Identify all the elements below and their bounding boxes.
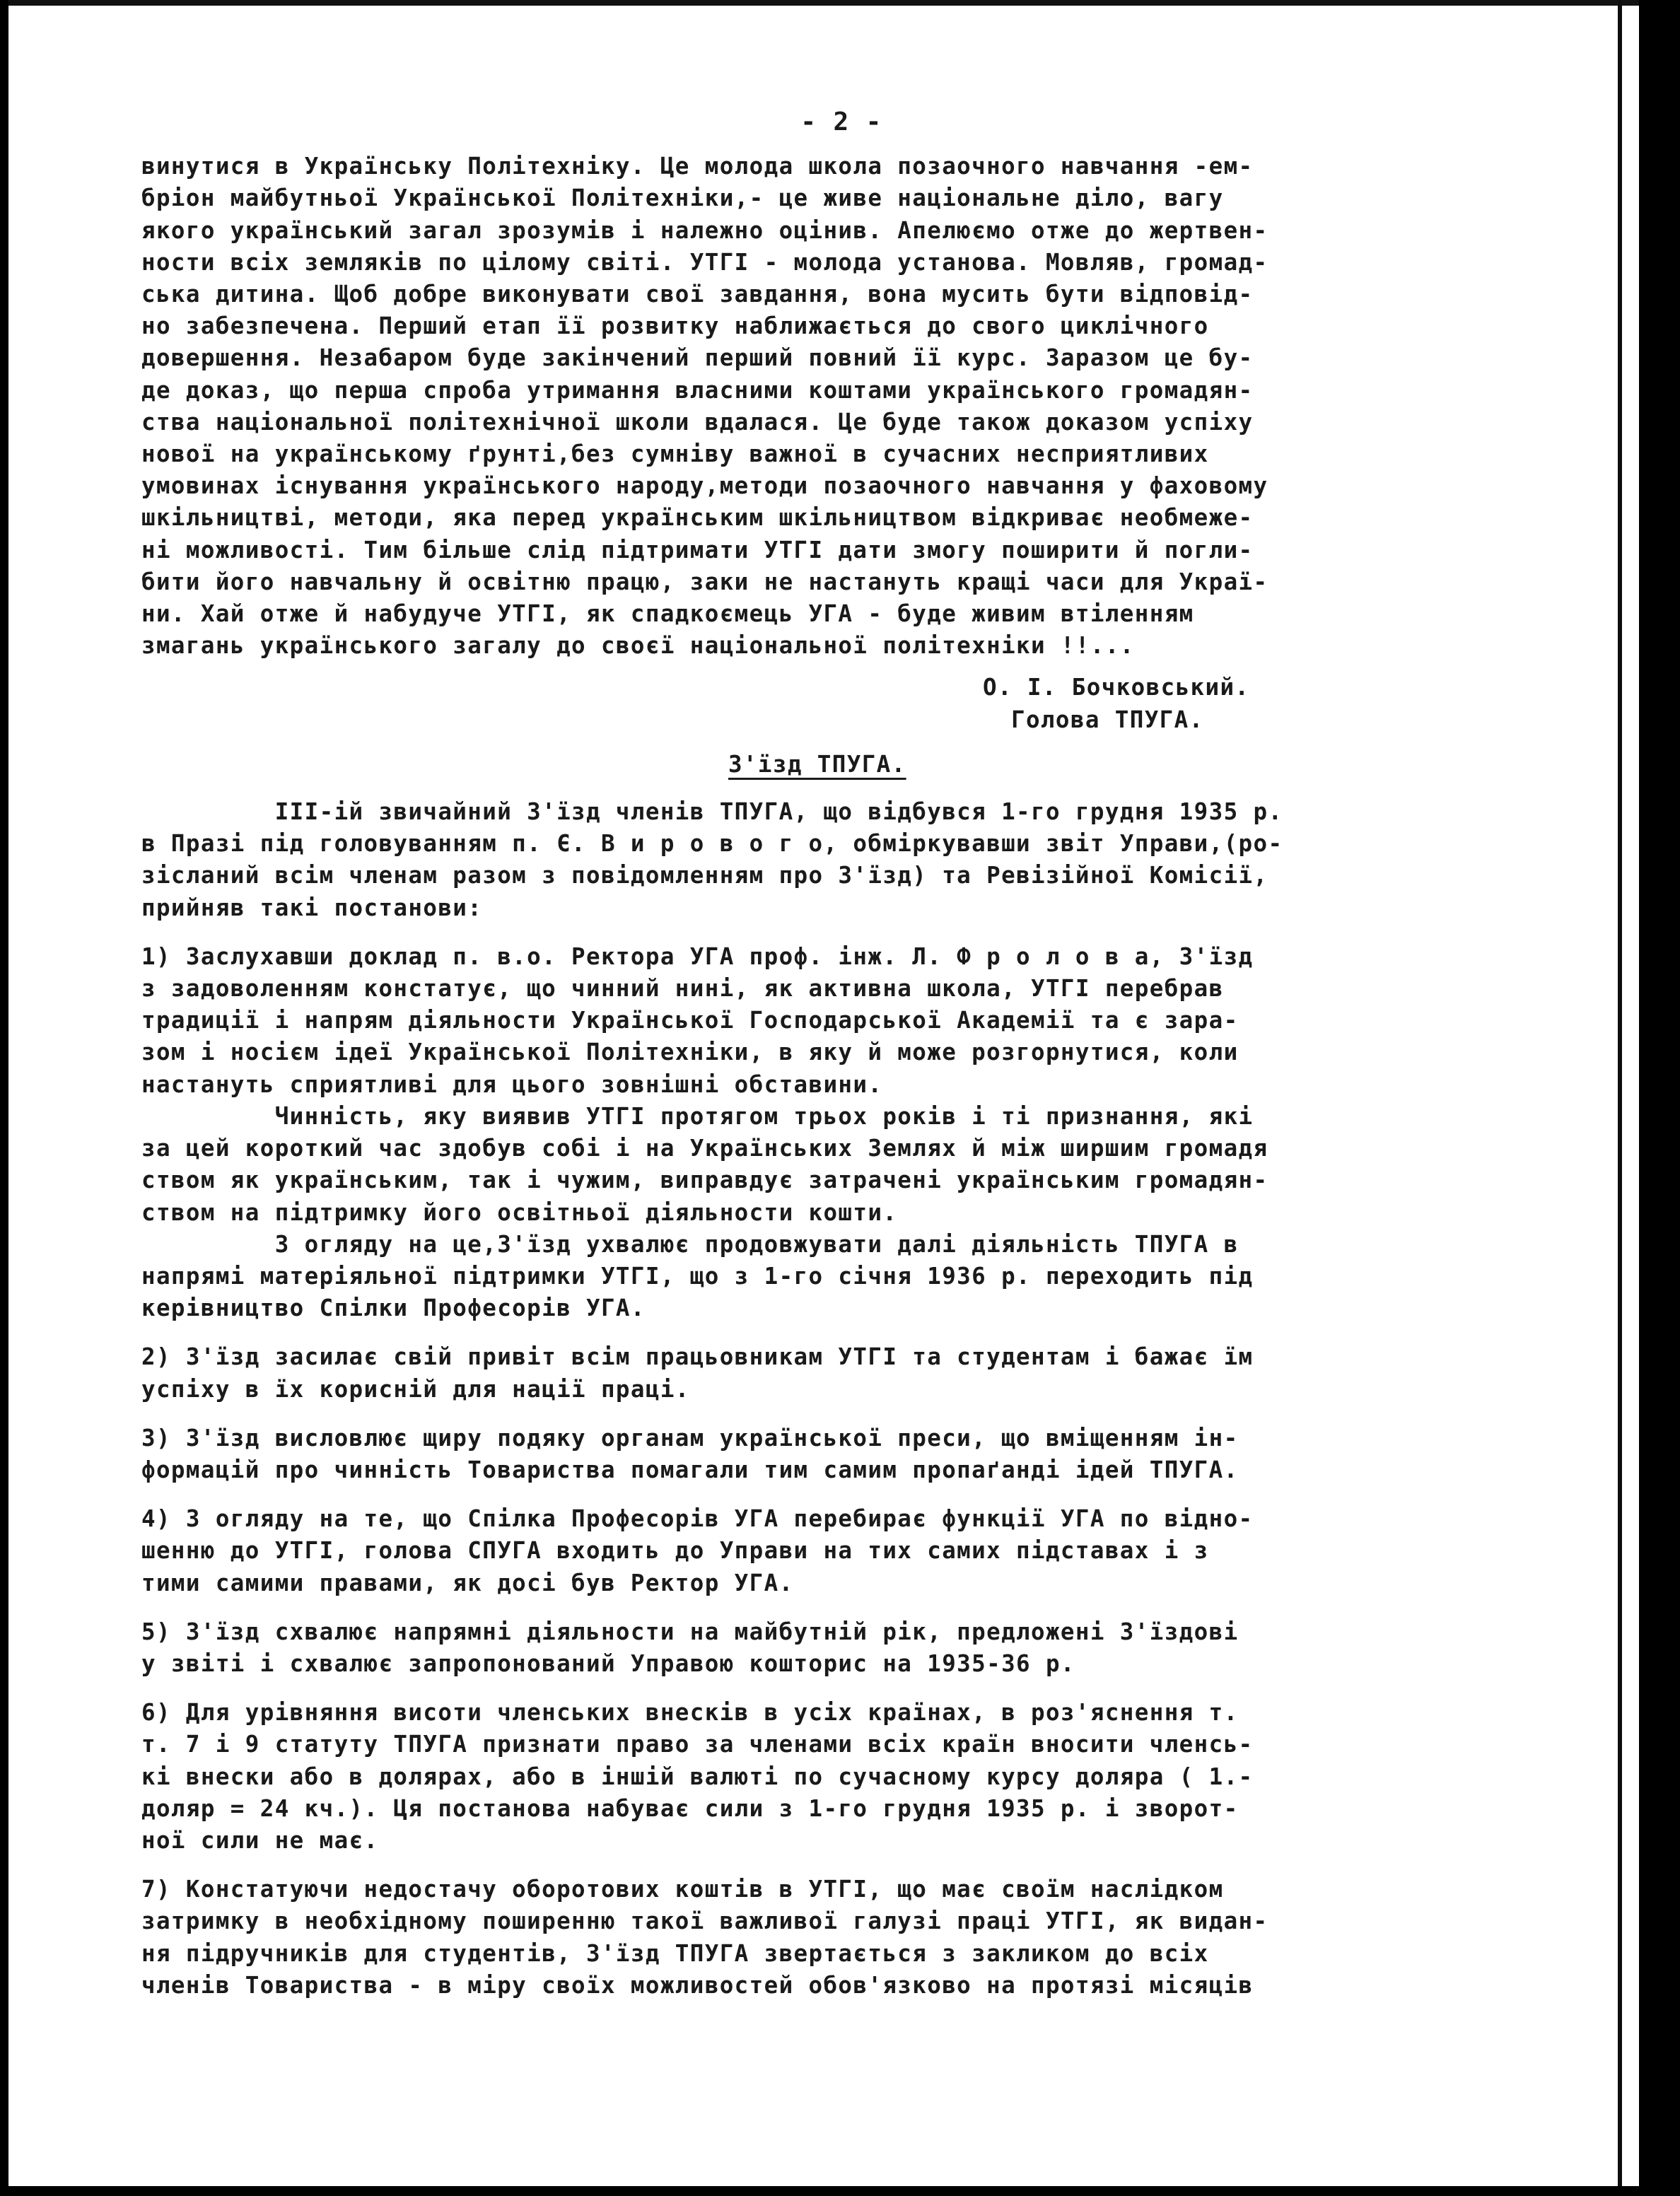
- text-line: з задоволенням констатує, що чинний нині, як активна школа, УТГІ перебрав: [141, 975, 1224, 1003]
- resolution-7: [141, 1874, 1626, 2002]
- text-line: нової на українському ґрунті,без сумніву важної в сучасних несприятливих: [141, 440, 1209, 468]
- signature-block: [141, 672, 1626, 735]
- text-line: шкільництві, методи, яка перед українським шкільництвом відкриває необмеже-: [141, 504, 1254, 532]
- text-line: Чинність, яку виявив УТГІ протягом трьох років і ті признання, які: [141, 1102, 1254, 1130]
- text-line: тими самими правами, як досі був Ректор УГА.: [141, 1569, 794, 1596]
- text-line: напрямі матеріяльної підтримки УТГІ, що з 1-го січня 1936 р. переходить під: [141, 1262, 1254, 1290]
- section-title-text: З'їзд ТПУГА.: [728, 750, 906, 778]
- text-line: затримку в необхідному поширенню такої важливої галузі праці УТГІ, як видан-: [141, 1908, 1268, 1935]
- resolution-1: [141, 941, 1626, 1324]
- text-line: винутися в Українську Політехніку. Це молода школа позаочного навчання -ем-: [141, 153, 1254, 180]
- text-line: ної сили не має.: [141, 1826, 379, 1854]
- text-line: членів Товариства - в міру своїх можливостей обов'язково на протязі місяців: [141, 1971, 1254, 1999]
- section-title: [141, 749, 1626, 781]
- text-line: доляр = 24 кч.). Ця постанова набуває сили з 1-го грудня 1935 р. і зворот-: [141, 1794, 1239, 1822]
- text-line: III-ій звичайний З'їзд членів ТПУГА, що відбувся 1-го грудня 1935 р.: [141, 798, 1283, 826]
- scan-border-right: [1639, 0, 1680, 2196]
- resolution-intro: [141, 796, 1626, 924]
- text-line: якого український загал зрозумів і належно оцінив. Апелюємо отже до жертвен-: [141, 216, 1268, 244]
- opening-paragraph: [141, 151, 1626, 662]
- scan-border-bottom: [0, 2186, 1680, 2196]
- text-line: кі внески або в долярах, або в іншій валюті по сучасному курсу доляра ( 1.-: [141, 1763, 1254, 1790]
- text-line: умовинах існування українського народу,методи позаочного навчання у фаховому: [141, 472, 1268, 500]
- page-number: - 2 -: [800, 107, 882, 136]
- signature-name: О. І. Бочковський.: [983, 674, 1250, 701]
- text-line: успіху в їх корисній для нації праці.: [141, 1375, 690, 1403]
- text-line: зісланий всім членам разом з повідомленням про З'їзд) та Ревізійної Комісії,: [141, 862, 1268, 889]
- text-line: прийняв такі постанови:: [141, 894, 483, 921]
- text-line: 1) Заслухавши доклад п. в.о. Ректора УГА проф. інж. Л. Ф р о л о в а, З'їзд: [141, 942, 1254, 970]
- text-line: ня підручників для студентів, З'їзд ТПУГА звертається з закликом до всіх: [141, 1939, 1209, 1967]
- resolution-3: [141, 1423, 1626, 1486]
- resolution-4: [141, 1503, 1626, 1599]
- text-line: ська дитина. Щоб добре виконувати свої завдання, вона мусить бути відповід-: [141, 281, 1254, 308]
- text-line: ні можливості. Тим більше слід підтримати УТГІ дати змогу поширити й погли-: [141, 536, 1254, 563]
- text-line: ности всіх земляків по цілому світі. УТГІ - молода установа. Мовляв, громад-: [141, 248, 1268, 276]
- scan-border-top: [0, 0, 1680, 6]
- text-line: 6) Для урівняння висоти членських внесків в усіх країнах, в роз'яснення т.: [141, 1699, 1239, 1727]
- text-line: формацій про чинність Товариства помагали тим самим пропаґанді ідей ТПУГА.: [141, 1456, 1239, 1483]
- text-line: змагань українського загалу до своєї національної політехніки !!...: [141, 632, 1135, 660]
- text-line: 7) Констатуючи недостачу оборотових коштів в УТГІ, що має своїм наслідком: [141, 1876, 1224, 1903]
- text-line: довершення. Незабаром буде закінчений перший повний її курс. Заразом це бу-: [141, 344, 1254, 372]
- text-line: ством як українським, так і чужим, виправдує затрачені українським громадян-: [141, 1167, 1268, 1194]
- resolution-6: [141, 1697, 1626, 1857]
- text-line: но забезпечена. Перший етап її розвитку наближається до свого циклічного: [141, 313, 1209, 340]
- text-line: керівництво Спілки Професорів УГА.: [141, 1295, 646, 1322]
- text-line: в Празі під головуванням п. Є. В и р о в о г о, обміркувавши звіт Управи,(ро-: [141, 830, 1283, 858]
- text-line: 4) З огляду на те, що Спілка Професорів УГА перебирає функції УГА по відно-: [141, 1505, 1254, 1533]
- resolution-2: [141, 1341, 1626, 1405]
- text-line: бити його навчальну й освітню працю, заки не настануть кращі часи для Украї-: [141, 568, 1268, 595]
- text-line: бріон майбутньої Української Політехніки,- це живе національне діло, вагу: [141, 185, 1224, 212]
- scan-border-left: [0, 0, 8, 2196]
- text-line: ством на підтримку його освітньої діяльности кошти.: [141, 1198, 898, 1226]
- text-line: ни. Хай отже й набудуче УТГІ, як спадкоємець УГА - буде живим втіленням: [141, 600, 1194, 628]
- text-line: у звіті і схвалює запропонований Управою кошторис на 1935-36 р.: [141, 1649, 1075, 1677]
- text-line: З огляду на це,З'їзд ухвалює продовжувати далі діяльність ТПУГА в: [141, 1230, 1239, 1258]
- signature-title: Голова ТПУГА.: [1011, 706, 1204, 733]
- text-line: зом і носієм ідеї Української Політехніки, в яку й може розгорнутися, коли: [141, 1039, 1239, 1066]
- typewritten-page: [141, 106, 1626, 2002]
- text-line: ства національної політехнічної школи вдалася. Це буде також доказом успіху: [141, 408, 1254, 436]
- text-line: за цей короткий час здобув собі і на Українських Землях й між ширшим громадя: [141, 1135, 1268, 1162]
- text-line: 2) З'їзд засилає свій привіт всім працьовникам УТГІ та студентам і бажає їм: [141, 1343, 1254, 1371]
- text-line: традиції і напрям діяльности Української Господарської Академії та є зара-: [141, 1007, 1239, 1034]
- resolution-5: [141, 1616, 1626, 1680]
- text-line: настануть сприятливі для цього зовнішні обставини.: [141, 1070, 883, 1098]
- text-line: де доказ, що перша спроба утримання власними коштами українського громадян-: [141, 376, 1254, 404]
- text-line: 5) З'їзд схвалює напрямні діяльности на майбутній рік, предложені З'їздові: [141, 1618, 1239, 1645]
- text-line: т. 7 і 9 статуту ТПУГА признати право за членами всіх країн вносити членсь-: [141, 1731, 1254, 1758]
- text-line: 3) З'їзд висловлює щиру подяку органам української преси, що вміщенням ін-: [141, 1424, 1239, 1452]
- text-line: шенню до УТГІ, голова СПУГА входить до Управи на тих самих підставах і з: [141, 1537, 1209, 1565]
